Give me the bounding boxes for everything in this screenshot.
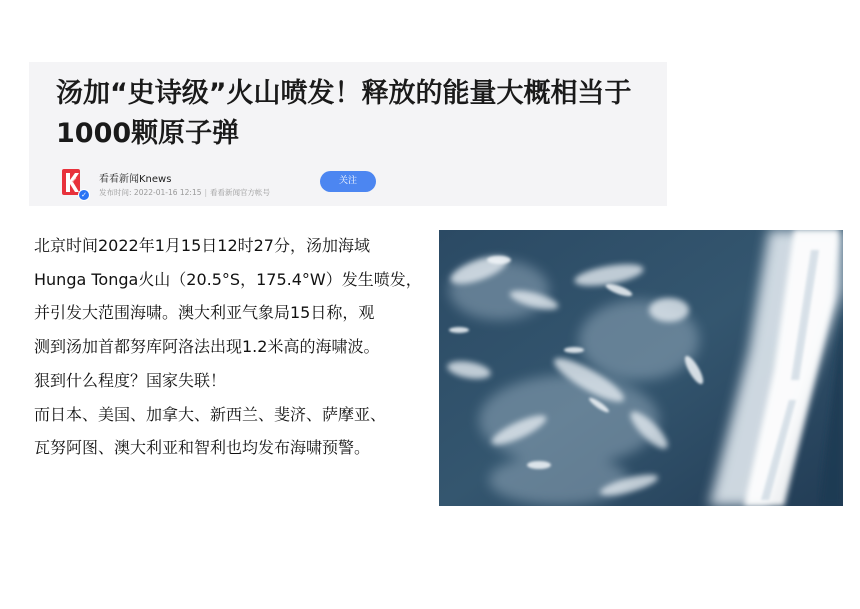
- publish-meta: 发布时间: 2022-01-16 12:15 | 看看新闻官方帐号: [99, 188, 271, 197]
- satellite-photo: [439, 230, 843, 506]
- author-row: [62, 168, 622, 198]
- author-name[interactable]: 看看新闻Knews: [99, 174, 172, 185]
- body-line: 而日本、美国、加拿大、新西兰、斐济、萨摩亚、: [34, 404, 387, 424]
- account-label: 看看新闻官方帐号: [210, 188, 271, 197]
- body-line: 瓦努阿图、澳大利亚和智利也均发布海啸预警。: [34, 438, 371, 458]
- publish-label: 发布时间: [99, 188, 129, 197]
- body-line: 并引发大范围海啸。澳大利亚气象局15日称，观: [34, 303, 375, 323]
- body-line: Hunga Tonga火山（20.5°S，175.4°W）发生喷发，: [34, 269, 422, 289]
- verified-badge-icon: ✓: [78, 189, 90, 201]
- headline-line-2: 1000颗原子弹: [56, 118, 240, 149]
- body-line: 北京时间2022年1月15日12时27分，汤加海域: [34, 236, 370, 255]
- follow-button[interactable]: 关注: [320, 171, 376, 192]
- body-line: 测到汤加首都努库阿洛法出现1.2米高的海啸波。: [34, 337, 380, 357]
- headline-line-1: 汤加“史诗级”火山喷发！释放的能量大概相当于: [56, 78, 632, 109]
- publish-time: 2022-01-16 12:15: [133, 188, 202, 197]
- body-line: 狠到什么程度？国家失联！: [34, 370, 227, 390]
- article-header-card: [29, 62, 667, 206]
- article-headline: [56, 74, 660, 154]
- article-body: [34, 229, 438, 465]
